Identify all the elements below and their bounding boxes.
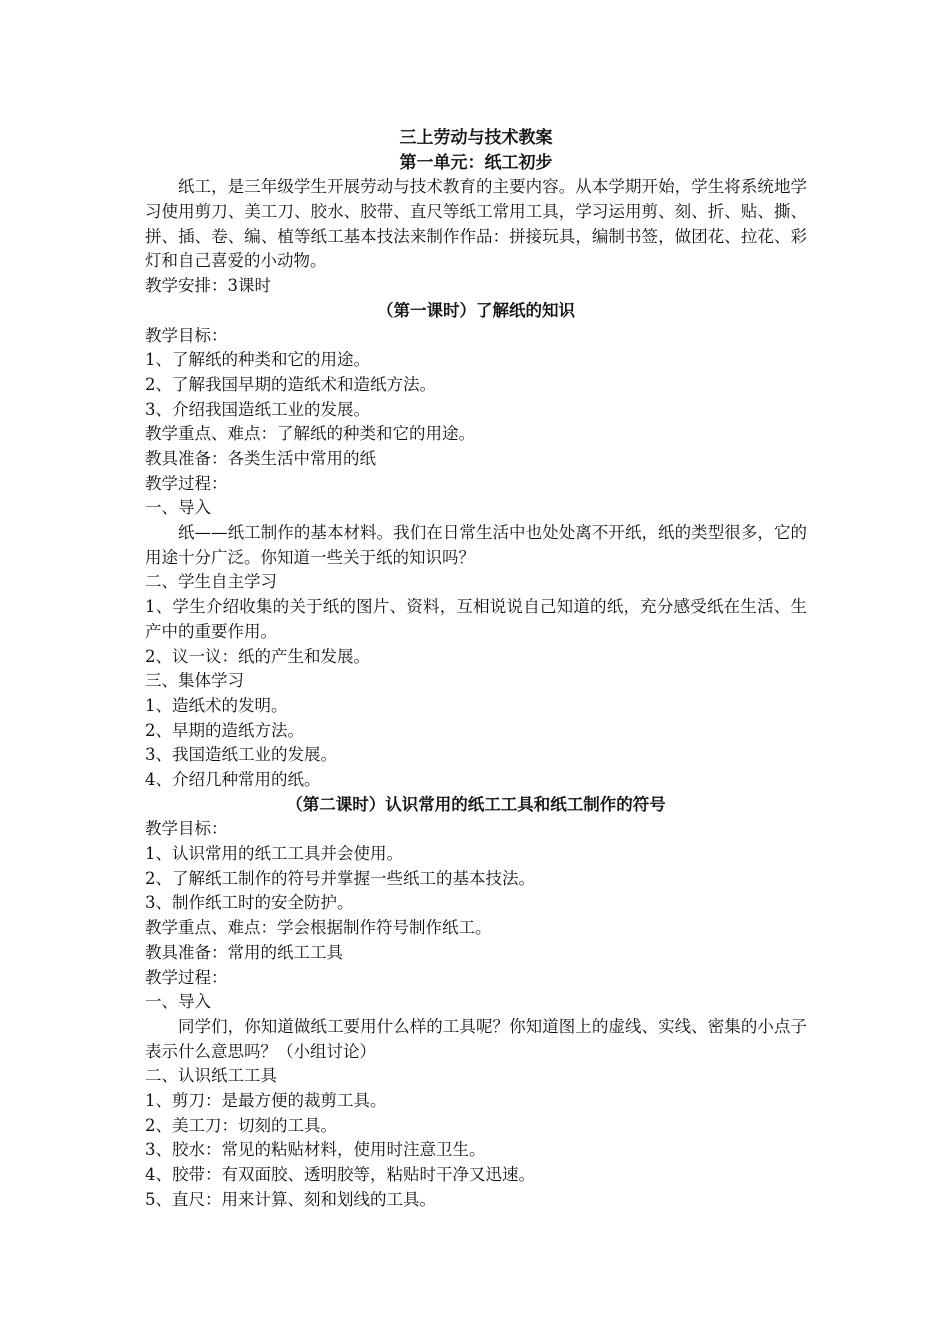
lesson1-step3-item: 3、我国造纸工业的发展。 bbox=[145, 745, 337, 765]
lesson2-materials: 教具准备：常用的纸工工具 bbox=[145, 942, 343, 962]
lesson1-goal: 2、了解我国早期的造纸术和造纸方法。 bbox=[145, 374, 436, 394]
document-page bbox=[145, 126, 807, 1212]
lesson1-step1-text: 纸——纸工制作的基本材料。我们在日常生活中也处处离不开纸，纸的类型很多，它的用途十分广泛。你知道一些关于纸的知识吗？ bbox=[145, 523, 807, 567]
unit-title: 第一单元：纸工初步 bbox=[399, 152, 553, 173]
lesson2-process-label: 教学过程： bbox=[145, 967, 228, 987]
lesson1-key-points: 教学重点、难点：了解纸的种类和它的用途。 bbox=[145, 424, 475, 444]
lesson1-materials: 教具准备：各类生活中常用的纸 bbox=[145, 449, 376, 468]
intro-paragraph: 纸工，是三年级学生开展劳动与技术教育的主要内容。从本学期开始，学生将系统地学习使用剪刀、美工刀、胶水、胶带、直尺等纸工常用工具，学习运用剪、刻、折、贴、撕、拼、插、卷、编、植等纸工基本技法来制作作品：拼接玩具，编制书签，做团花、拉花、彩灯和自己喜爱的小动物。 bbox=[145, 177, 807, 271]
lesson1-step3-title: 三、集体学习 bbox=[145, 671, 244, 691]
lesson1-step3-item: 2、早期的造纸方法。 bbox=[145, 720, 304, 740]
lesson2-tool-item: 3、胶水：常见的粘贴材料，使用时注意卫生。 bbox=[145, 1140, 486, 1160]
lesson1-goal: 3、介绍我国造纸工业的发展。 bbox=[145, 399, 370, 419]
lesson2-tool-item: 5、直尺：用来计算、刻和划线的工具。 bbox=[145, 1189, 436, 1209]
lesson2-tool-item: 4、胶带：有双面胶、透明胶等，粘贴时干净又迅速。 bbox=[145, 1165, 535, 1185]
lesson2-goals-label: 教学目标： bbox=[145, 819, 228, 839]
lesson2-tool-item: 2、美工刀：切刻的工具。 bbox=[145, 1115, 337, 1135]
lesson2-step2-title: 二、认识纸工工具 bbox=[145, 1066, 277, 1086]
lesson2-tool-item: 1、剪刀：是最方便的裁剪工具。 bbox=[145, 1090, 387, 1110]
lesson1-step2-item: 2、议一议：纸的产生和发展。 bbox=[145, 646, 370, 666]
lesson2-heading: （第二课时）认识常用的纸工工具和纸工制作的符号 bbox=[286, 794, 666, 814]
lesson2-step1-title: 一、导入 bbox=[145, 992, 211, 1012]
lesson1-heading: （第一课时）了解纸的知识 bbox=[377, 300, 575, 320]
lesson2-goal: 1、认识常用的纸工工具并会使用。 bbox=[145, 844, 403, 864]
lesson1-step2-item: 1、学生介绍收集的关于纸的图片、资料，互相说说自己知道的纸，充分感受纸在生活、生产中的重要作用。 bbox=[145, 597, 807, 641]
lesson1-process-label: 教学过程： bbox=[145, 473, 228, 493]
lesson1-goal: 1、了解纸的种类和它的用途。 bbox=[145, 350, 370, 370]
lesson2-step1-text: 同学们，你知道做纸工要用什么样的工具呢？你知道图上的虚线、实线、密集的小点子表示什么意思吗？（小组讨论） bbox=[145, 1016, 807, 1061]
lesson1-goals-label: 教学目标： bbox=[145, 325, 228, 345]
teaching-schedule: 教学安排：3课时 bbox=[145, 276, 271, 296]
lesson2-goal: 3、制作纸工时的安全防护。 bbox=[145, 893, 354, 913]
lesson1-step3-item: 1、造纸术的发明。 bbox=[145, 695, 288, 715]
lesson2-goal: 2、了解纸工制作的符号并掌握一些纸工的基本技法。 bbox=[145, 868, 535, 888]
document-title: 三上劳动与技术教案 bbox=[399, 128, 553, 148]
lesson1-step3-item: 4、介绍几种常用的纸。 bbox=[145, 770, 321, 789]
lesson1-step2-title: 二、学生自主学习 bbox=[145, 572, 277, 592]
lesson2-key-points: 教学重点、难点：学会根据制作符号制作纸工。 bbox=[145, 918, 492, 938]
lesson1-step1-title: 一、导入 bbox=[145, 498, 211, 518]
